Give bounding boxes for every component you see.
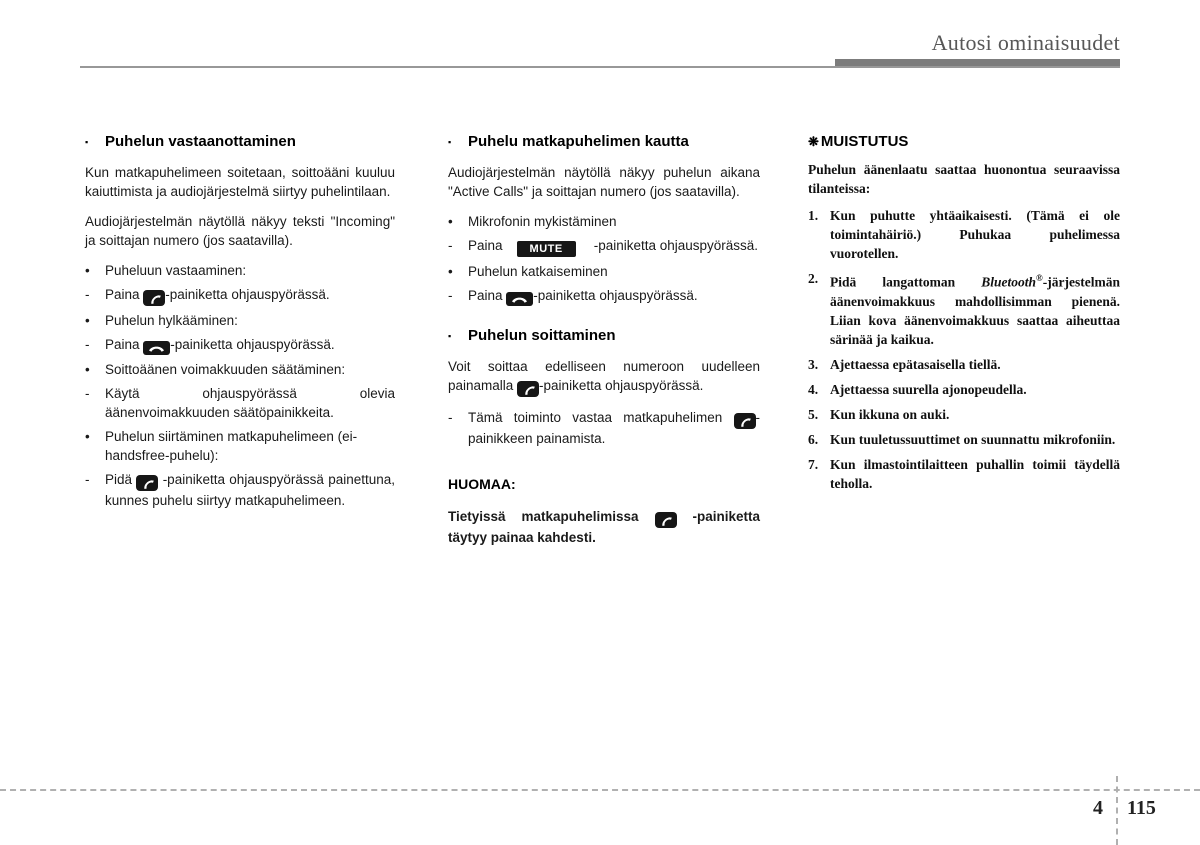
list-subitem-text: Käytä ohjauspyörässä olevia äänenvoimakkuuden säätöpainikkeita.	[105, 385, 395, 420]
chapter-number: 4	[1093, 797, 1103, 819]
section-heading-text: Puhelun soittaminen	[468, 326, 616, 344]
caution-heading-text: MUISTUTUS	[820, 133, 909, 150]
numbered-item	[808, 355, 1120, 374]
list-item-text: Puhelun hylkääminen:	[105, 313, 238, 328]
numbered-item	[808, 430, 1120, 449]
answer-call-icon	[655, 512, 677, 528]
list-subitem-text: Paina MUTE -painiketta ohjauspyörässä.	[468, 238, 759, 255]
bullet: •	[85, 361, 90, 377]
note-heading: HUOMAA:	[448, 475, 516, 492]
footer-vertical-dashed-rule	[1116, 776, 1118, 845]
item-text: Ajettaessa suurella ajonopeudella.	[830, 381, 1027, 397]
answer-call-icon	[136, 475, 158, 491]
paragraph: Kun matkapuhelimeen soitetaan, soittoääni kuuluu kaiuttimista ja audiojärjestelmä siirtyy puhelintilaan.	[85, 165, 395, 199]
column-caution	[808, 132, 1120, 499]
list-item-text: Mikrofonin mykistäminen	[468, 214, 617, 229]
dash: -	[448, 409, 453, 425]
end-call-icon	[506, 292, 533, 306]
bullet: •	[85, 313, 90, 328]
list-subitem	[448, 408, 760, 448]
answer-call-icon	[734, 413, 756, 429]
item-text: Kun ikkuna on auki.	[830, 406, 950, 422]
item-number: 2.	[808, 271, 819, 286]
section-heading-making-call	[448, 326, 760, 346]
item-number: 3.	[808, 356, 819, 372]
list-item-text: Puheluun vastaaminen:	[105, 263, 247, 278]
list-subitem-text: Tämä toiminto vastaa matkapuhelimen -painikkeen painamista.	[468, 409, 760, 446]
end-call-icon	[143, 341, 170, 355]
list-subitem	[85, 285, 395, 306]
section-heading-receiving	[85, 132, 395, 152]
square-bullet: ▪	[85, 137, 89, 147]
bullet: •	[85, 263, 90, 278]
item-number: 4.	[808, 381, 819, 397]
bullet: •	[448, 214, 453, 229]
footer-dashed-rule	[0, 789, 1200, 791]
numbered-item	[808, 380, 1120, 399]
item-number: 7.	[808, 456, 819, 472]
section-heading-call	[448, 132, 760, 152]
item-number: 6.	[808, 431, 819, 447]
list-item	[85, 360, 395, 379]
dash: -	[85, 337, 90, 352]
mute-button-icon: MUTE	[517, 241, 576, 257]
list-subitem-text: Paina -painiketta ohjauspyörässä.	[468, 286, 760, 306]
list-item	[448, 262, 760, 281]
column-call-via-phone	[448, 132, 760, 547]
bullet: •	[448, 264, 453, 279]
list-subitem-text: Paina -painiketta ohjauspyörässä.	[105, 335, 395, 355]
item-number: 1.	[808, 208, 819, 223]
list-item-text: Puhelun siirtäminen matkapuhelimeen (ei-handsfree-puhelu):	[105, 428, 358, 463]
numbered-item	[808, 269, 1120, 349]
numbered-item	[808, 405, 1120, 424]
numbered-item	[808, 206, 1120, 263]
list-subitem	[448, 236, 760, 257]
section-heading-text: Puhelu matkapuhelimen kautta	[468, 133, 689, 150]
note-text: Tietyissä matkapuhelimissa -painiketta täytyy painaa kahdesti.	[448, 508, 761, 545]
section-heading-text: Puhelun vastaanottaminen	[105, 133, 296, 150]
dash: -	[85, 471, 90, 487]
item-text: Kun tuuletussuuttimet on suunnattu mikrofoniin.	[830, 431, 1116, 447]
dash: -	[448, 238, 453, 253]
item-number: 5.	[808, 406, 819, 422]
dash: -	[448, 288, 453, 303]
list-subitem-text: Paina -painiketta ohjauspyörässä.	[105, 285, 395, 306]
answer-call-icon	[143, 290, 165, 306]
list-subitem	[85, 335, 395, 355]
list-item	[85, 427, 395, 465]
header-rule	[80, 66, 1120, 68]
item-text: Kun puhutte yhtäaikaisesti. (Tämä ei ole toimintahäiriö.) Puhukaa puhelimessa vuorotellen.	[830, 208, 1120, 261]
bullet: •	[85, 428, 90, 444]
caution-heading	[808, 132, 1120, 151]
list-item	[85, 261, 395, 280]
list-item	[448, 212, 760, 231]
list-item	[85, 311, 395, 330]
content-columns	[85, 132, 1120, 547]
registered-mark: ®	[1036, 273, 1043, 283]
paragraph: Voit soittaa edelliseen numeroon uudelleen painamalla -painiketta ohjauspyörässä.	[448, 357, 760, 397]
square-bullet: ▪	[448, 330, 452, 341]
square-bullet: ▪	[448, 137, 452, 147]
list-subitem-text: Pidä -painiketta ohjauspyörässä painettuna, kunnes puhelu siirtyy matkapuhelimeen.	[105, 471, 395, 508]
list-subitem	[85, 384, 395, 422]
item-text: Pidä langattoman Bluetooth®-järjestelmän äänenvoimakkuus mahdollisimman pienenä. Liian kova äänenvoimakkuus saattaa aiheuttaa särinää ja kaikua.	[830, 273, 1120, 347]
dash: -	[85, 287, 90, 302]
item-text: Kun ilmastointilaitteen puhallin toimii täydellä teholla.	[830, 456, 1120, 491]
column-receiving-call	[85, 132, 395, 515]
paragraph: Audiojärjestelmän näytöllä näkyy teksti "Incoming" ja soittajan numero (jos saatavilla).	[85, 214, 395, 248]
numbered-item	[808, 455, 1120, 493]
list-item-text: Puhelun katkaiseminen	[468, 264, 608, 279]
bluetooth-word: Bluetooth	[981, 274, 1037, 290]
dash: -	[85, 385, 90, 401]
list-subitem	[85, 470, 395, 510]
paragraph: Audiojärjestelmän näytöllä näkyy puhelun aikana "Active Calls" ja soittajan numero (jos saatavilla).	[448, 165, 760, 199]
answer-call-icon	[517, 381, 539, 397]
page-title: Autosi ominaisuudet	[931, 30, 1120, 55]
page-number: 115	[1127, 797, 1156, 819]
list-item-text: Soittoäänen voimakkuuden säätäminen:	[105, 361, 346, 377]
caution-intro: Puhelun äänenlaatu saattaa huonontua seuraavissa tilanteissa:	[808, 162, 1120, 196]
caution-asterisk-icon: ❋	[808, 134, 819, 149]
item-text: Ajettaessa epätasaisella tiellä.	[830, 356, 1001, 372]
list-subitem	[448, 286, 760, 306]
